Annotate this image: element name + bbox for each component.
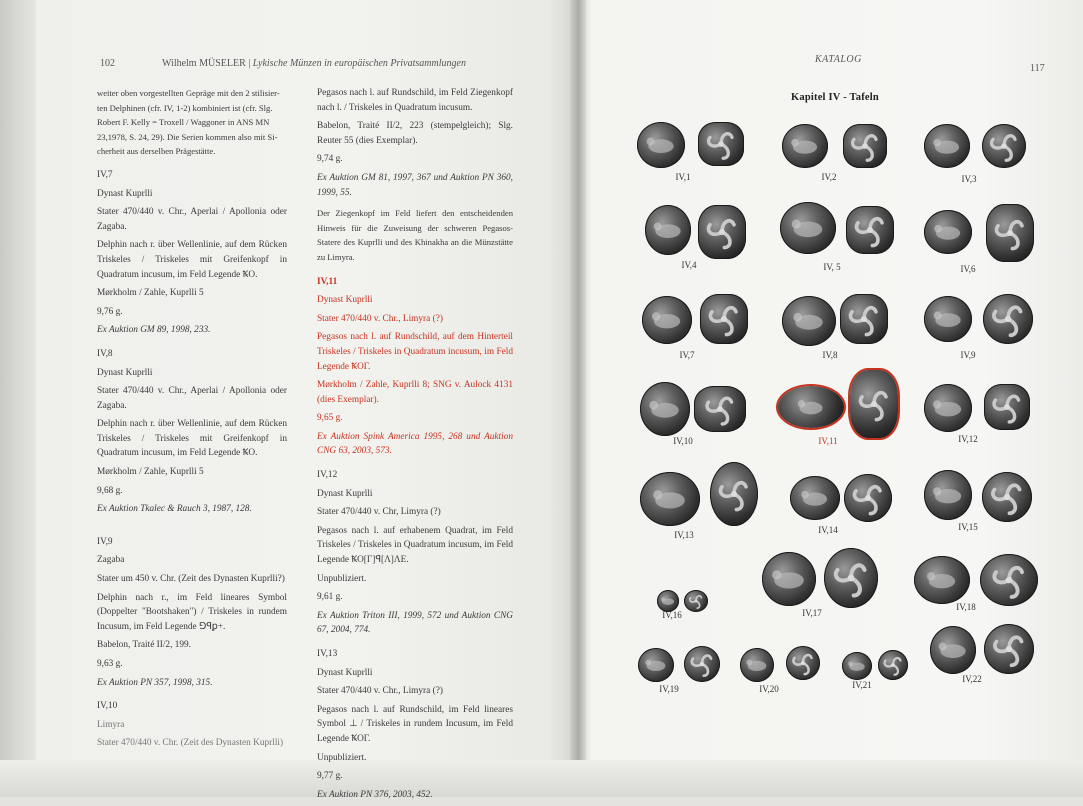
running-head-title: Lykische Münzen in europäischen Privatsammlungen (252, 58, 466, 69)
coin-obverse-image (924, 470, 972, 520)
coin-reverse-image (684, 646, 720, 682)
entry-line: Dynast Kuprlli (317, 488, 373, 499)
coin-reverse-image (824, 548, 878, 608)
entry-line: Stater 470/440 v. Chr, Limyra (?) (317, 507, 441, 518)
plate-label: IV,10 (673, 436, 693, 446)
coin-obverse-image (638, 648, 674, 682)
coin-reverse-image (983, 294, 1033, 344)
coin-reverse-image (980, 554, 1038, 606)
entry-line: Dynast Kuprlli (97, 367, 153, 378)
intro-line: Robert F. Kelly = Troxell / Waggoner in ANS MN (97, 117, 270, 128)
coin-obverse-image (640, 472, 700, 526)
plate-title: Kapitel IV - Tafeln (791, 92, 879, 103)
plate-label: IV,20 (759, 684, 779, 694)
intro-line: 23,1978, S. 24, 29). Die Serien kommen also mit Si- (97, 131, 278, 142)
coin-obverse-image (645, 205, 691, 255)
entry-line: Pegasos nach l. auf Rundschild, im Feld lineares Symbol ⊥ / Triskeles in rundem Incusum, im Feld Legende ꝄOΓ. (317, 704, 513, 744)
entry-line: Stater 470/440 v. Chr., Limyra (?) (317, 313, 443, 324)
bottom-edge (0, 760, 1083, 797)
coin-obverse-image (914, 556, 970, 604)
entry-line: Unpubliziert. (317, 752, 367, 763)
entry-line: Stater 470/440 v. Chr., Limyra (?) (317, 686, 443, 697)
provenance-iv12: Ex Auktion Triton III, 1999, 572 und Auktion CNG 67, 2004, 774. (317, 610, 513, 636)
entry-line: Stater 470/440 v. Chr., Aperlai / Apollonia oder Zagaba. (97, 386, 287, 411)
plate-label: IV,22 (962, 674, 982, 684)
plate-label: IV,9 (960, 350, 976, 360)
coin-reverse-image (698, 122, 744, 166)
coin-reverse-image (694, 386, 746, 432)
coin-obverse-image (924, 210, 972, 254)
coin-obverse-image (642, 296, 692, 344)
plate-label: IV,7 (679, 350, 695, 360)
entry-heading-iv12: IV,12 (317, 470, 338, 481)
entry-heading-iv9: IV,9 (97, 536, 113, 547)
coin-reverse-image (984, 624, 1034, 674)
entry-line: Mørkholm / Zahle, Kuprlli 5 (97, 467, 204, 478)
plate-label: IV,8 (822, 350, 838, 360)
coin-obverse-image (637, 122, 685, 168)
entry-line: Delphin nach r., im Feld lineares Symbol (Doppelter "Bootshaken") / Triskeles in rundem Incusum, im Feld Legende ⅁ꟼꝑ+. (97, 592, 287, 632)
coin-obverse-image (924, 124, 970, 168)
coin-obverse-image (657, 590, 679, 612)
left-page-number: 102 (100, 58, 115, 69)
coin-obverse-image (780, 202, 836, 254)
entry-line: Dynast Kuprlli (317, 667, 373, 678)
coin-reverse-image (878, 650, 908, 680)
plate-label: IV,1 (675, 172, 691, 182)
coin-obverse-image (762, 552, 816, 606)
entry-line: Babelon, Traité II/2, 223 (stempelgleich); Slg. Reuter 55 (dies Exemplar). (317, 121, 513, 146)
entry-line: Limyra (97, 719, 125, 730)
entry-line: Delphin nach r. über Wellenlinie, auf dem Rücken Triskeles / Triskeles mit Greifenkopf in Quadratum incusum, im Feld Legende ꝄO. (97, 240, 287, 280)
commentary-note: Der Ziegenkopf im Feld liefert den entscheidenden Hinweis für die Zuweisung der schweren Pegasos-Statere des Kuprlli und des Khinakha an die Münzstätte zu Limyra. (317, 208, 513, 262)
coin-obverse-image (782, 124, 828, 168)
plate-label: IV,13 (674, 530, 694, 540)
coin-obverse-image (924, 384, 972, 432)
provenance-iv11: Ex Auktion Spink America 1995, 268 und Auktion CNG 63, 2003, 573. (317, 431, 513, 457)
right-running-head: KATALOG (815, 54, 862, 65)
intro-line: weiter oben vorgestellten Gepräge mit den 2 stilisier- (97, 88, 280, 98)
plate-label: IV,16 (662, 610, 682, 620)
plate-label: IV,14 (818, 525, 838, 535)
coin-reverse-image (698, 205, 746, 259)
entry-line: 9,68 g. (97, 485, 123, 496)
entry-line: Pegasos nach l. auf erhabenem Quadrat, im Feld Triskeles / Triskeles in Quadratum incusum, im Feld Legende ꝄO[Γ]ꟼ[Λ]ΛE. (317, 525, 513, 566)
entry-line: Stater 470/440 v. Chr., Aperlai / Apollonia oder Zagaba. (97, 207, 287, 232)
coin-reverse-image (843, 124, 887, 168)
coin-reverse-image (846, 206, 894, 254)
intro-line: ten Delphinen (cfr. IV, 1-2) kombiniert ist (cfr. Slg. (97, 102, 273, 113)
plate-label: IV,15 (958, 522, 978, 532)
entry-line: Delphin nach r. über Wellenlinie, auf dem Rücken Triskeles / Triskeles mit Greifenkopf in Quadratum incusum, im Feld Legende ꝄO. (97, 419, 287, 459)
coin-reverse-image (982, 472, 1032, 522)
book-gutter (570, 0, 586, 797)
coin-reverse-image (984, 384, 1030, 430)
coin-obverse-image (782, 296, 836, 346)
entry-line: 9,74 g. (317, 154, 343, 165)
coin-reverse-image (710, 462, 758, 526)
entry-line: 9,61 g. (317, 592, 343, 603)
coin-obverse-image (930, 626, 976, 674)
entry-line: Pegasos nach l. auf Rundschild, auf dem Hinterteil Triskeles / Triskeles in Quadratum incusum, im Feld Legende ꝄOΓ. (317, 332, 513, 372)
entry-line: 9,65 g. (317, 413, 343, 424)
plate-label: IV,18 (956, 602, 976, 612)
left-page-edge (0, 0, 36, 797)
coin-reverse-image (986, 204, 1034, 262)
coin-reverse-image (840, 294, 888, 344)
plate-label: IV,12 (958, 434, 978, 444)
coin-reverse-image (786, 646, 820, 680)
coin-obverse-image (778, 386, 844, 428)
plate-label: IV,3 (961, 174, 977, 184)
plate-label: IV,4 (681, 260, 697, 270)
provenance-iv10: Ex Auktion GM 81, 1997, 367 und Auktion PN 360, 1999, 55. (317, 172, 513, 198)
running-head-author: Wilhelm MÜSELER | (162, 58, 251, 69)
entry-line: Babelon, Traité II/2, 199. (97, 640, 191, 651)
entry-heading-iv8: IV,8 (97, 348, 113, 359)
plate-label: IV,6 (960, 264, 976, 274)
coin-reverse-image (850, 370, 898, 438)
entry-line: 9,76 g. (97, 306, 123, 317)
provenance-iv7: Ex Auktion GM 89, 1998, 233. (97, 325, 211, 336)
provenance-iv9: Ex Auktion PN 357, 1998, 315. (97, 677, 213, 688)
entry-line: Pegasos nach l. auf Rundschild, im Feld Ziegenkopf nach l. / Triskeles in Quadratum incusum. (317, 88, 513, 113)
plate-label: IV,19 (659, 684, 679, 694)
entry-line: Stater 470/440 v. Chr. (Zeit des Dynasten Kuprlli) (97, 738, 284, 749)
coin-reverse-image (684, 590, 708, 612)
intro-text (97, 86, 287, 159)
plate-label: IV,17 (802, 608, 822, 618)
plate-label: IV, 5 (823, 262, 841, 272)
left-column-1 (97, 86, 287, 755)
coin-reverse-image (700, 294, 748, 344)
entry-line: 9,63 g. (97, 659, 123, 669)
entry-line: Dynast Kuprlli (317, 295, 373, 306)
coin-reverse-image (982, 124, 1026, 168)
coin-obverse-image (740, 648, 774, 682)
intro-line: cherheit aus derselben Prägestätte. (97, 146, 216, 157)
provenance-iv13: Ex Auktion PN 376, 2003, 452. (317, 789, 433, 800)
entry-line: 9,77 g. (317, 771, 343, 782)
entry-line: Stater um 450 v. Chr. (Zeit des Dynasten Kuprlli?) (97, 574, 285, 585)
entry-iv11-highlighted (317, 275, 513, 460)
entry-heading-iv7: IV,7 (97, 169, 113, 180)
entry-heading-iv13: IV,13 (317, 649, 338, 659)
plate-label: IV,21 (852, 680, 872, 690)
coin-obverse-image (790, 476, 840, 520)
left-running-head (162, 58, 466, 69)
plate-label: IV,11 (818, 436, 838, 446)
left-column-2 (317, 86, 513, 806)
entry-line: Mørkholm / Zahle, Kuprlli 5 (97, 288, 204, 299)
coin-obverse-image (842, 652, 872, 680)
coin-obverse-image (640, 382, 690, 436)
right-page-number: 117 (1030, 63, 1045, 74)
entry-line: Zagaba (97, 555, 125, 566)
provenance-iv8: Ex Auktion Tkalec & Rauch 3, 1987, 128. (97, 504, 252, 515)
coin-obverse-image (924, 296, 972, 342)
coin-reverse-image (844, 474, 892, 522)
entry-heading-iv10: IV,10 (97, 701, 118, 712)
entry-line: Unpubliziert. (317, 573, 367, 584)
entry-line: Dynast Kuprlli (97, 188, 153, 199)
entry-heading-iv11: IV,11 (317, 276, 338, 287)
entry-line: Mørkholm / Zahle, Kuprlli 8; SNG v. Aulock 4131 (dies Exemplar). (317, 380, 513, 405)
plate-label: IV,2 (821, 172, 837, 182)
